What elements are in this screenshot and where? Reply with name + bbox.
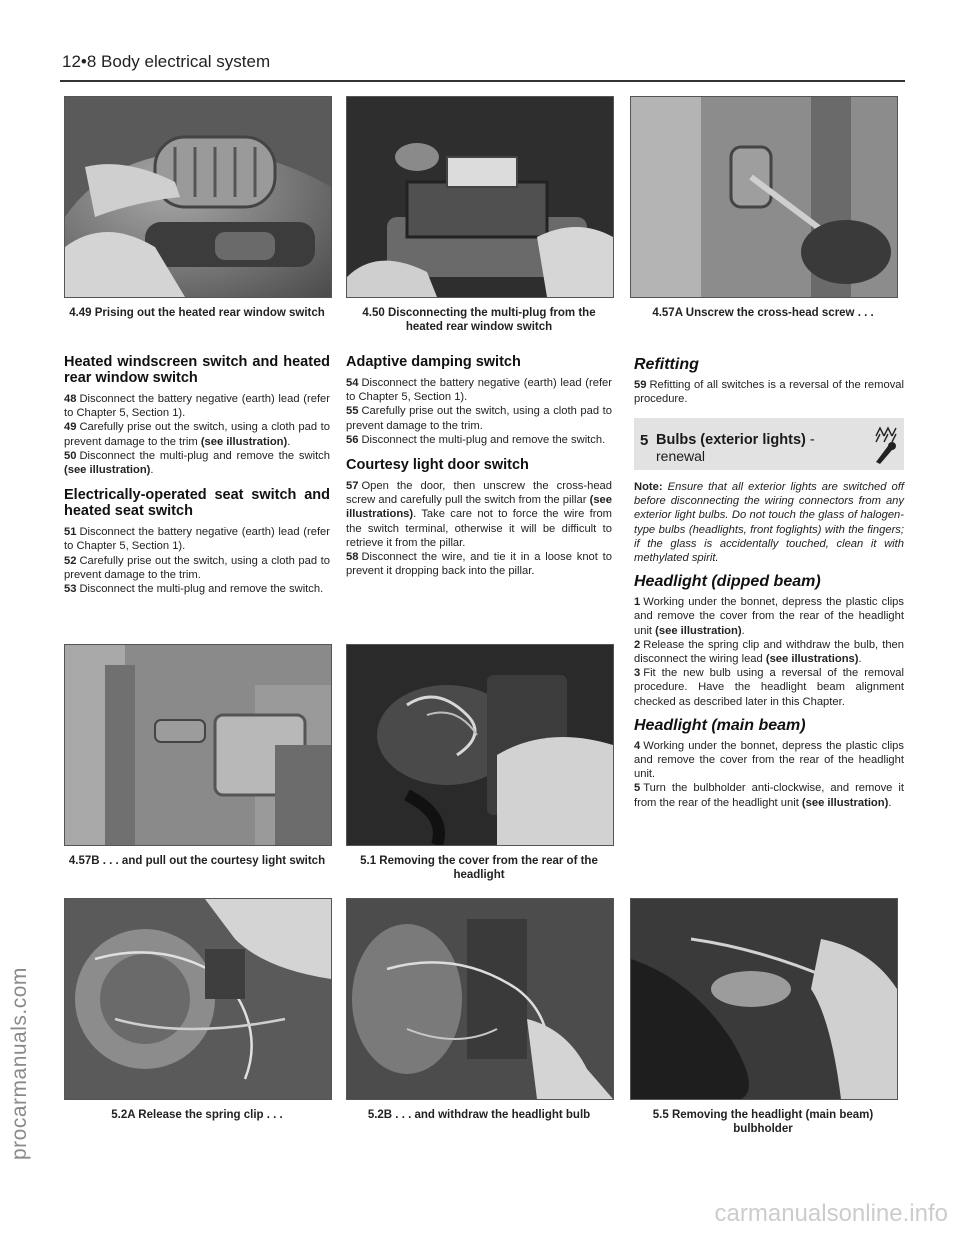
section-title-text: Bulbs (exterior lights) [656, 432, 806, 448]
step-48 [64, 392, 330, 420]
page-header [60, 50, 905, 82]
step-5: 5 Turn the bulbholder anti-clockwise, and remove it from the rear of the headlight unit (see illustration). [634, 782, 904, 809]
caption-4-50: 4.50 Disconnecting the multi-plug from the heated rear window switch [362, 307, 596, 333]
step-53 [64, 582, 330, 596]
step-50: 50 Disconnect the multi-plug and remove the switch (see illustration). [64, 449, 330, 477]
bottom-watermark: carmanualsonline.info [714, 1200, 948, 1227]
illustration-ref: (see illustration) [655, 624, 742, 637]
illustration-ref: (see illustrations) [346, 494, 613, 521]
heading-seat-switch: Electrically-operated seat switch and heated seat switch [64, 487, 330, 520]
illustration-ref: (see illustration) [64, 464, 151, 477]
caption-5-2b: 5.2B . . . and withdraw the headlight bulb [367, 1109, 591, 1121]
photo-4-49 [64, 96, 332, 298]
column-3-bottom [634, 480, 904, 810]
step-text: Fit the new bulb using a reversal of the removal procedure. Have the headlight beam alignment checked as described later in this Chapter. [634, 667, 904, 708]
step-number: 52 [64, 554, 77, 567]
caption-4-57a: 4.57A Unscrew the cross-head screw . . . [652, 307, 874, 319]
step-text: Working under the bonnet, depress the plastic clips and remove the cover from the rear of the headlight unit. [634, 739, 904, 781]
step-text: Refitting of all switches is a reversal of the removal procedure. [634, 379, 904, 406]
caption-5-2a: 5.2A Release the spring clip . . . [111, 1109, 283, 1121]
side-watermark: procarmanuals.com [8, 967, 31, 1160]
section-number: 5 [640, 432, 649, 449]
step-number: 2 [634, 638, 641, 651]
photo-4-57a [630, 96, 898, 298]
step-number: 49 [64, 421, 77, 434]
step-number: 53 [64, 583, 77, 596]
step-number: 59 [634, 379, 647, 391]
section-5-heading-box [634, 418, 904, 470]
illustration-ref: (see illustrations) [765, 653, 859, 666]
step-56 [346, 433, 612, 447]
step-number: 3 [634, 667, 641, 680]
step-4 [634, 739, 904, 782]
photo-4-50 [346, 96, 614, 298]
note-label: Note: [634, 481, 663, 493]
step-2: 2 Release the spring clip and withdraw the bulb, then disconnect the wiring lead (see illustrations). [634, 638, 904, 666]
caption-4-49: 4.49 Prising out the heated rear window switch [69, 307, 325, 319]
photo-4-57b [64, 644, 332, 846]
step-text: Disconnect the wire, and tie it in a loose knot to prevent it dropping back into the pillar. [346, 551, 612, 578]
step-number: 50 [64, 449, 77, 462]
safety-note [634, 480, 904, 565]
step-text: Release the spring clip and withdraw the bulb, then disconnect the wiring lead [634, 638, 904, 666]
column-1 [64, 354, 330, 596]
step-text: Carefully prise out the switch, using a cloth pad to prevent damage to the trim. [64, 554, 330, 581]
illustration-ref: (see illustration) [801, 796, 889, 809]
step-number: 1 [634, 596, 641, 609]
step-text: Disconnect the multi-plug and remove the switch. [79, 583, 324, 596]
heading-courtesy-light-switch: Courtesy light door switch [346, 457, 529, 474]
step-text: Disconnect the multi-plug and remove the switch. [361, 433, 606, 446]
step-number: 56 [346, 433, 359, 446]
step-text: Carefully prise out the switch, using a cloth pad to prevent damage to the trim. [346, 405, 612, 432]
caption-5-1: 5.1 Removing the cover from the rear of the headlight [360, 855, 598, 881]
step-3 [634, 666, 904, 709]
step-58 [346, 550, 612, 578]
photo-5-1 [346, 644, 614, 846]
caption-4-57b: 4.57B . . . and pull out the courtesy light switch [68, 855, 326, 867]
step-55 [346, 404, 612, 432]
step-54 [346, 376, 612, 404]
column-2 [346, 354, 612, 578]
illustration-ref: (see illustration) [200, 435, 288, 448]
step-number: 57 [346, 480, 359, 493]
page-title: 12•8 Body electrical system [62, 52, 271, 71]
note-text: Ensure that all exterior lights are switched off before disconnecting the wiring connectors from any exterior light bulbs. Do not touch the glass of halogen-type bulbs (headlights, front foglights) with the fingers; if the glass is accidentally touched, clean it with methylated spirit. [634, 481, 904, 565]
step-number: 51 [64, 526, 77, 539]
heading-refitting: Refitting [634, 356, 699, 373]
step-text: Disconnect the battery negative (earth) lead (refer to Chapter 5, Section 1). [64, 526, 330, 553]
heading-headlight-dipped: Headlight (dipped beam) [634, 573, 821, 591]
step-text: Open the door, then unscrew the cross-head screw and carefully pull the switch from the pillar [346, 480, 612, 507]
column-3-top [634, 350, 904, 406]
step-text: Disconnect the battery negative (earth) lead (refer to Chapter 5, Section 1). [346, 377, 612, 404]
step-number: 55 [346, 405, 359, 418]
photo-5-2b [346, 898, 614, 1100]
step-57 [346, 479, 612, 550]
section-dash: - [805, 432, 815, 448]
heading-headlight-main: Headlight (main beam) [634, 716, 806, 734]
step-number: 48 [64, 393, 77, 405]
step-text-cont: . Take care not to force the wire from the switch terminal, otherwise it will be difficult to retrieve it from the pillar. [346, 508, 612, 549]
step-59 [634, 378, 904, 406]
section-title [656, 432, 815, 448]
step-text: Turn the bulbholder anti-clockwise, and remove it from the rear of the headlight unit [634, 782, 904, 809]
step-number: 5 [634, 782, 641, 795]
step-text: Disconnect the battery negative (earth) lead (refer to Chapter 5, Section 1). [64, 393, 330, 420]
step-number: 58 [346, 551, 359, 564]
heading-heated-windscreen-switch: Heated windscreen switch and heated rear window switch [64, 354, 330, 386]
step-text: Working under the bonnet, depress the plastic clips and remove the cover from the rear of the headlight unit [634, 596, 904, 637]
heading-adaptive-damping-switch: Adaptive damping switch [346, 354, 521, 370]
step-51 [64, 525, 330, 553]
step-text: Disconnect the multi-plug and remove the switch [79, 449, 330, 462]
step-52 [64, 554, 330, 582]
step-number: 4 [634, 739, 641, 752]
step-49: 49 Carefully prise out the switch, using a cloth pad to prevent damage to the trim (see illustration). [64, 421, 330, 448]
step-1: 1 Working under the bonnet, depress the plastic clips and remove the cover from the rear of the headlight unit (see illustration). [634, 596, 904, 637]
photo-5-2a [64, 898, 332, 1100]
wrench-difficulty-icon [872, 424, 898, 464]
step-text: Carefully prise out the switch, using a cloth pad to prevent damage to the trim [64, 421, 330, 448]
caption-5-5: 5.5 Removing the headlight (main beam) bulbholder [652, 1109, 874, 1135]
photo-5-5 [630, 898, 898, 1100]
section-subtitle: renewal [656, 448, 706, 464]
step-number: 54 [346, 377, 359, 389]
